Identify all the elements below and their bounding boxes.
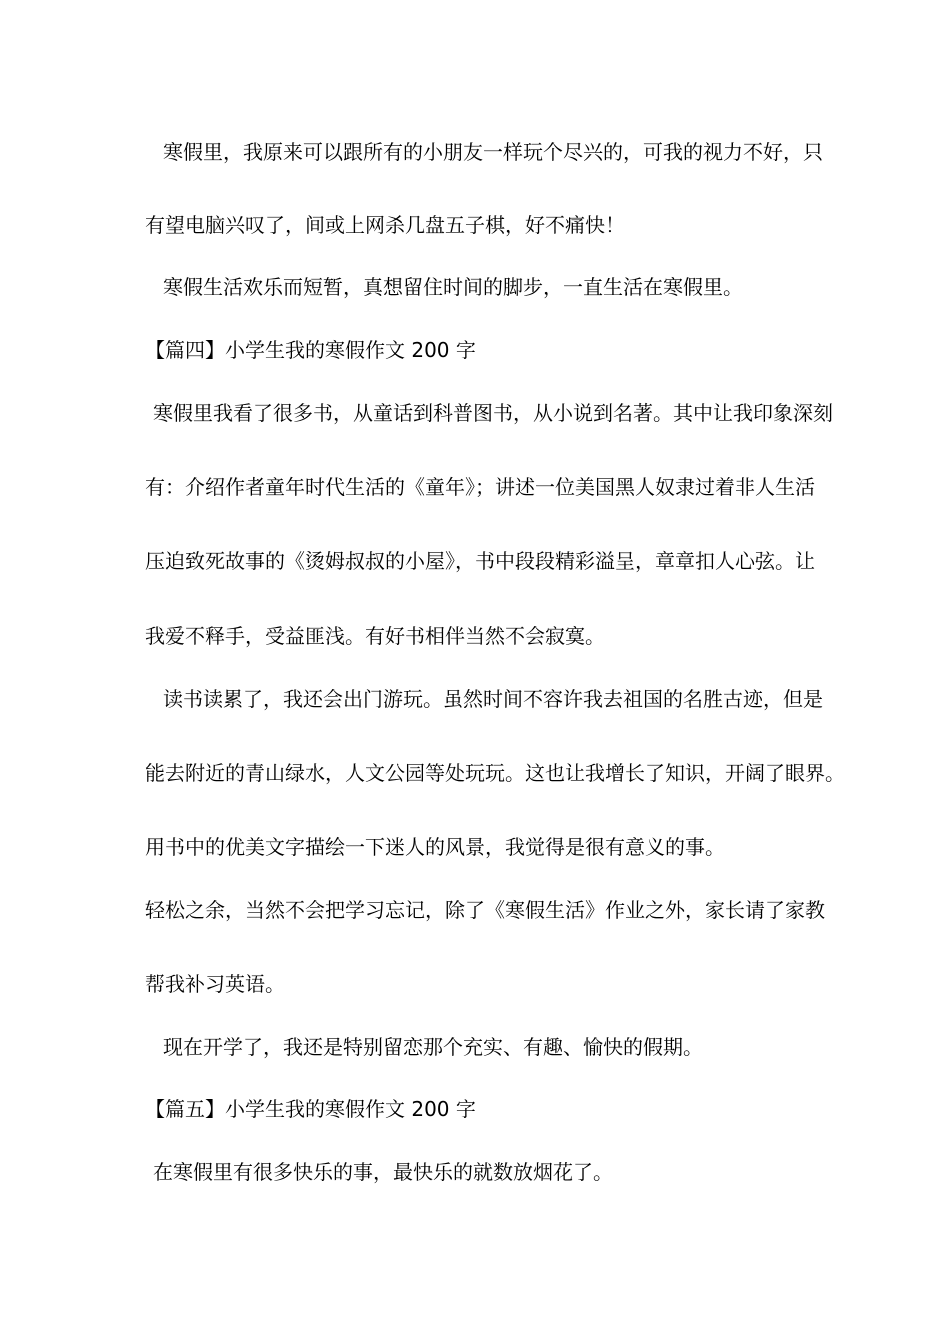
paragraph-line: 寒假里，我原来可以跟所有的小朋友一样玩个尽兴的，可我的视力不好，只 [163,140,823,164]
paragraph-line: 我爱不释手，受益匪浅。有好书相伴当然不会寂寞。 [145,624,605,648]
paragraph-line: 压迫致死故事的《烫姆叔叔的小屋》，书中段段精彩溢呈，章章扣人心弦。让 [145,549,815,573]
paragraph-line: 能去附近的青山绿水，人文公园等处玩玩。这也让我增长了知识，开阔了眼界。 [145,761,845,785]
section-heading: 【篇五】小学生我的寒假作文 200 字 [145,1097,476,1121]
paragraph-line: 寒假里我看了很多书，从童话到科普图书，从小说到名著。其中让我印象深刻 [153,401,833,425]
paragraph-line: 有：介绍作者童年时代生活的《童年》；讲述一位美国黑人奴隶过着非人生活 [145,475,815,499]
paragraph-line: 现在开学了，我还是特别留恋那个充实、有趣、愉快的假期。 [163,1035,703,1059]
section-heading: 【篇四】小学生我的寒假作文 200 字 [145,338,476,362]
paragraph-line: 有望电脑兴叹了，间或上网杀几盘五子棋，好不痛快！ [145,213,625,237]
paragraph-line: 轻松之余，当然不会把学习忘记，除了《寒假生活》作业之外，家长请了家教 [145,898,825,922]
paragraph-line: 寒假生活欢乐而短暂，真想留住时间的脚步，一直生活在寒假里。 [163,275,743,299]
paragraph-line: 读书读累了，我还会出门游玩。虽然时间不容许我去祖国的名胜古迹，但是 [163,687,823,711]
paragraph-line: 用书中的优美文字描绘一下迷人的风景，我觉得是很有意义的事。 [145,835,725,859]
paragraph-line: 帮我补习英语。 [145,972,285,996]
paragraph-line: 在寒假里有很多快乐的事，最快乐的就数放烟花了。 [153,1160,613,1184]
